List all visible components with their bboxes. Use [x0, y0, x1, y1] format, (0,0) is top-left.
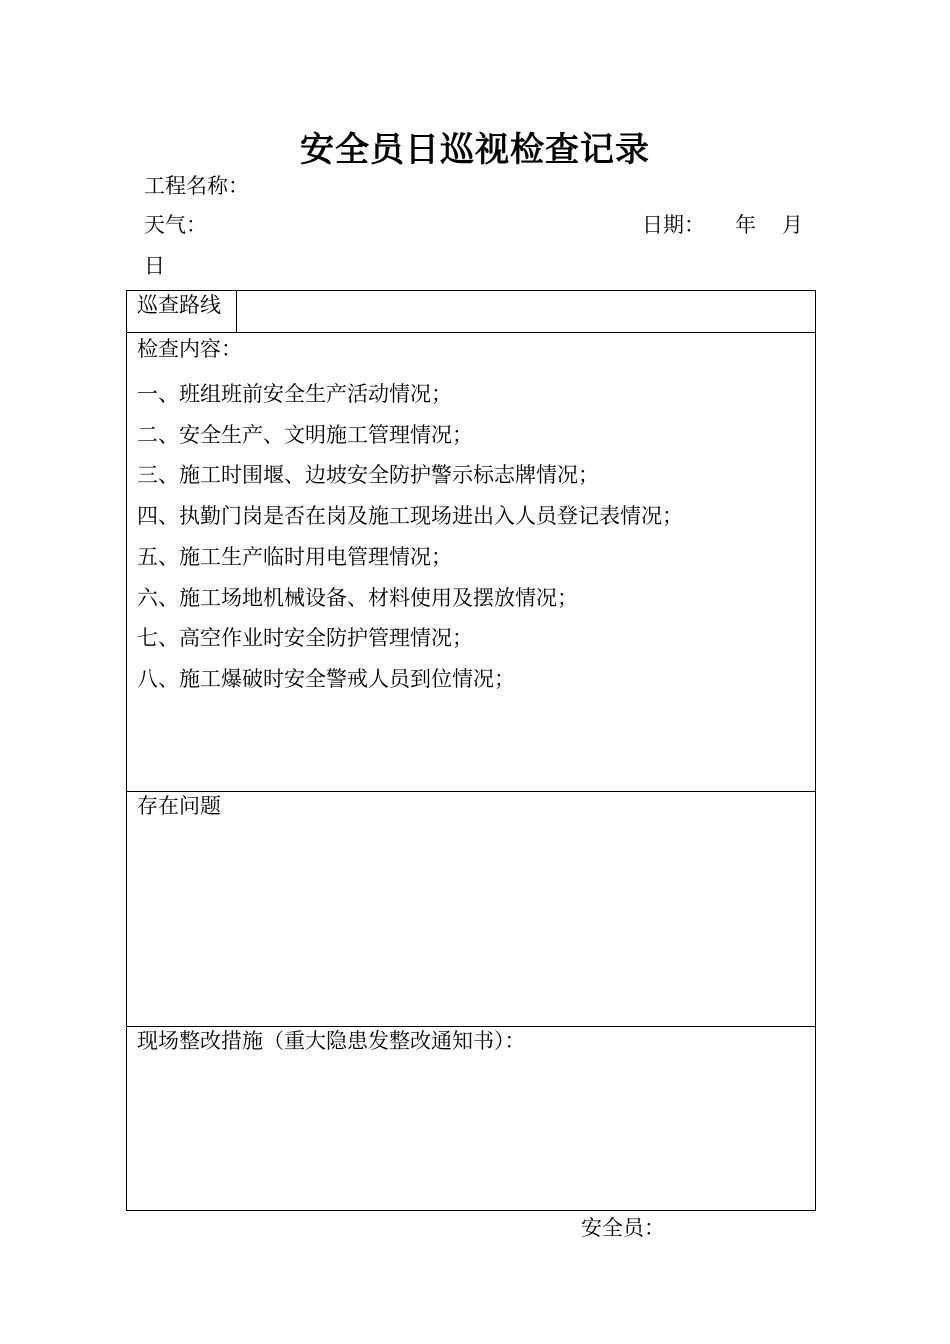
inspection-item: 三、施工时围堰、边坡安全防护警示标志牌情况；	[137, 463, 599, 488]
inspection-item: 七、高空作业时安全防护管理情况；	[137, 626, 473, 651]
existing-problems-cell	[127, 792, 815, 1027]
route-row	[127, 291, 815, 333]
safety-officer-label: 安全员：	[581, 1216, 665, 1240]
inspection-content-heading: 检查内容：	[137, 337, 242, 361]
inspection-item: 五、施工生产临时用电管理情况；	[137, 544, 452, 569]
existing-problems-label: 存在问题	[137, 794, 221, 818]
date-row	[642, 209, 803, 239]
inspection-content-cell	[127, 333, 815, 792]
month-label: 月	[782, 213, 803, 237]
project-name-label: 工程名称：	[144, 174, 249, 198]
rectification-measures-cell	[127, 1027, 815, 1211]
rectification-measures-label: 现场整改措施（重大隐患发整改通知书）：	[137, 1029, 526, 1053]
year-label: 年	[735, 213, 756, 237]
page-title: 安全员日巡视检查记录	[300, 130, 650, 170]
inspection-item-list	[137, 374, 815, 700]
day-label: 日	[144, 254, 165, 278]
date-label: 日期：	[642, 213, 705, 237]
inspection-item: 二、安全生产、文明施工管理情况；	[137, 422, 473, 447]
inspection-item: 四、执勤门岗是否在岗及施工现场进出入人员登记表情况；	[137, 504, 683, 529]
inspection-item: 八、施工爆破时安全警戒人员到位情况；	[137, 666, 515, 691]
inspection-form-table	[126, 290, 816, 1211]
weather-label: 天气：	[144, 213, 207, 237]
inspection-item: 六、施工场地机械设备、材料使用及摆放情况；	[137, 585, 578, 610]
inspection-item: 一、班组班前安全生产活动情况；	[137, 382, 452, 406]
route-label: 巡查路线	[127, 291, 237, 332]
